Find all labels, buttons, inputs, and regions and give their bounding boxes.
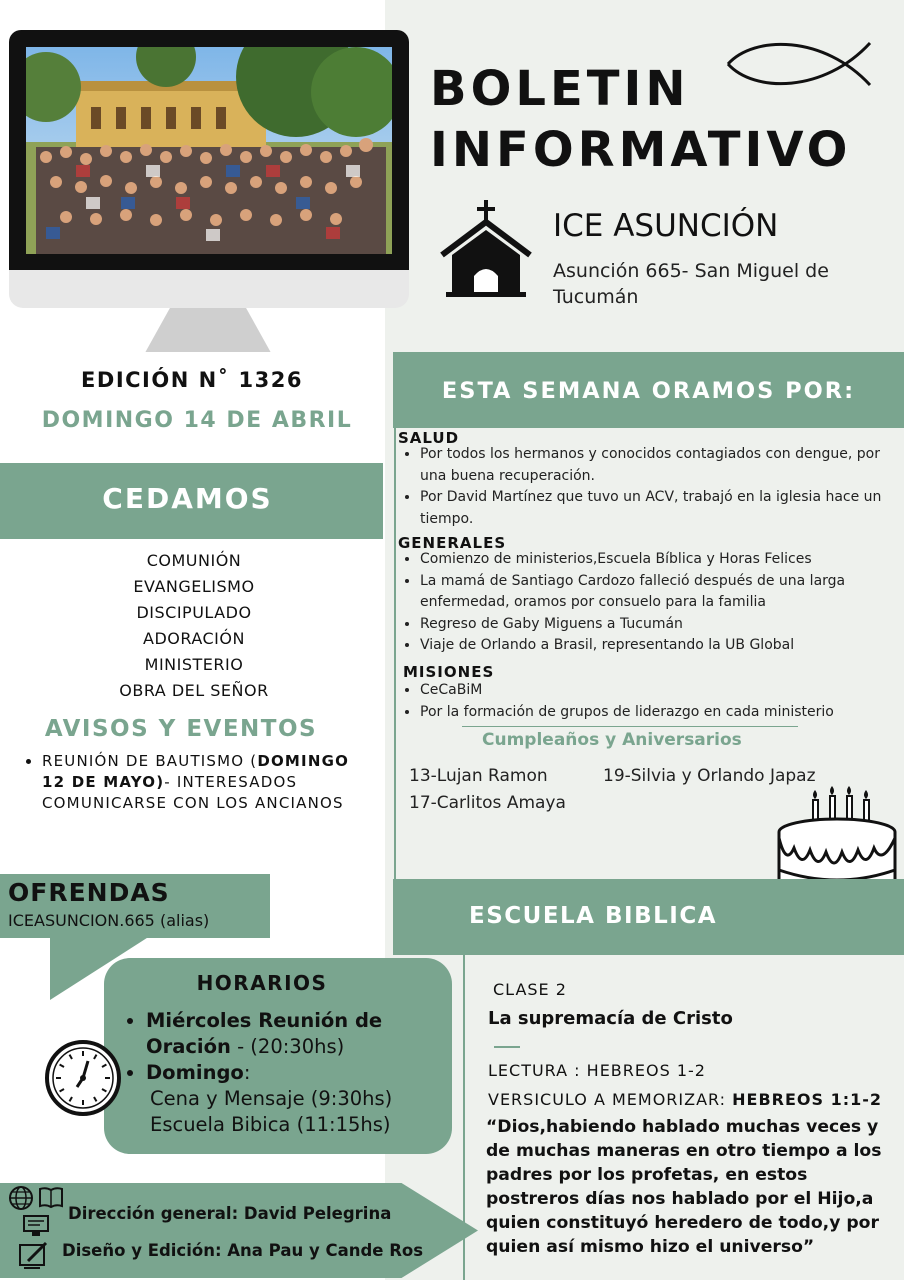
escuela-clase: CLASE 2	[493, 980, 567, 999]
list-item: • Por todos los hermanos y conocidos contagiados con dengue, por una buena recuperación.	[420, 444, 902, 487]
list-item: • Miércoles Reunión de Oración - (20:30hs)	[146, 1008, 442, 1060]
list-item: OBRA DEL SEÑOR	[119, 681, 269, 700]
generales-title: GENERALES	[398, 534, 507, 552]
cedamos-list	[0, 548, 388, 704]
church-name: ICE ASUNCIÓN	[553, 208, 779, 244]
globe-icon	[8, 1185, 34, 1211]
list-item: • CeCaBiM	[420, 680, 898, 702]
escuela-lectura: LECTURA : HEBREOS 1-2	[488, 1061, 706, 1080]
footer-band	[0, 1183, 478, 1278]
list-item: • Regreso de Gaby Miguens a Tucumán	[420, 614, 898, 636]
list-item: 13-Lujan Ramon	[409, 766, 548, 786]
list-item: • Por David Martínez que tuvo un ACV, trabajó en la iglesia hace un tiempo.	[420, 487, 902, 530]
list-item: • Viaje de Orlando a Brasil, representando la UB Global	[420, 635, 898, 657]
list-item: ADORACIÓN	[143, 629, 245, 648]
fish-icon	[724, 33, 874, 95]
church-address: Asunción 665- San Miguel de Tucumán	[553, 260, 829, 308]
escuela-tema: La supremacía de Cristo	[488, 1008, 733, 1029]
horarios-title: HORARIOS	[196, 971, 328, 995]
list-item: COMUNIÓN	[146, 551, 242, 570]
edition-number: EDICIÓN N˚ 1326	[81, 368, 303, 392]
cumple-col1	[409, 763, 566, 817]
avisos-title: AVISOS Y EVENTOS	[44, 716, 318, 742]
escuela-versiculo: VERSICULO A MEMORIZAR: HEBREOS 1:1-2	[488, 1090, 883, 1109]
list-item: • Por la formación de grupos de liderazgo en cada ministerio	[420, 702, 898, 724]
divider-line	[394, 428, 396, 880]
cedamos-title: CEDAMOS	[102, 482, 273, 515]
list-item: • Comienzo de ministerios,Escuela Bíblica y Horas Felices	[420, 549, 898, 571]
list-item: • La mamá de Santiago Cardozo falleció después de una larga enfermedad, oramos por consuelo para la familia	[420, 571, 898, 614]
generales-list	[398, 549, 898, 657]
salud-title: SALUD	[398, 429, 460, 447]
list-item: 17-Carlitos Amaya	[409, 793, 566, 813]
group-photo	[26, 47, 392, 254]
monitor-chin	[9, 270, 409, 308]
escuela-divider	[463, 955, 465, 1280]
list-item: DISCIPULADO	[136, 603, 252, 622]
horarios-line: Cena y Mensaje (9:30hs)	[150, 1087, 393, 1110]
church-icon	[440, 200, 532, 298]
horarios-line: Escuela Bibica (11:15hs)	[150, 1113, 391, 1136]
bulletin-title-line1: BOLETIN	[430, 61, 690, 117]
misiones-list	[398, 680, 898, 723]
monitor-stand	[140, 308, 276, 352]
list-item: 19-Silvia y Orlando Japaz	[603, 766, 816, 786]
edit-icon	[18, 1241, 50, 1271]
clock-icon	[44, 1039, 122, 1117]
list-item: EVANGELISMO	[133, 577, 255, 596]
bulletin-title-line2: INFORMATIVO	[430, 122, 852, 178]
avisos-list	[20, 751, 350, 814]
computer-icon	[22, 1214, 50, 1238]
list-item: • Domingo:	[146, 1060, 442, 1086]
cumple-title: Cumpleaños y Aniversarios	[482, 730, 742, 750]
ofrendas-alias: ICEASUNCION.665 (alias)	[8, 911, 210, 930]
list-item: MINISTERIO	[144, 655, 244, 674]
footer-design: Diseño y Edición: Ana Pau y Cande Ros	[62, 1241, 424, 1260]
horarios-list	[122, 1008, 442, 1138]
escuela-quote: “Dios,habiendo hablado muchas veces y de muchas maneras en otro tiempo a los padres por los profetas, en estos postreros días nos hablado por el Hijo,a quien constituyó heredero de todo,y por quien así mismo hizo el universo”	[486, 1117, 882, 1257]
footer-direction: Dirección general: David Pelegrina	[68, 1204, 392, 1223]
ofrendas-title: OFRENDAS	[8, 878, 170, 907]
book-icon	[38, 1186, 64, 1210]
salud-list	[398, 444, 902, 530]
edition-date: DOMINGO 14 DE ABRIL	[41, 408, 353, 433]
escuela-title: ESCUELA BIBLICA	[468, 903, 718, 929]
misiones-title: MISIONES	[403, 663, 495, 681]
escuela-dash	[494, 1046, 520, 1048]
list-item: • REUNIÓN DE BAUTISMO (DOMINGO 12 DE MAYO)- INTERESADOS COMUNICARSE CON LOS ANCIANOS	[42, 751, 350, 814]
cumple-divider	[462, 726, 798, 727]
oramos-title: ESTA SEMANA ORAMOS POR:	[441, 378, 856, 404]
